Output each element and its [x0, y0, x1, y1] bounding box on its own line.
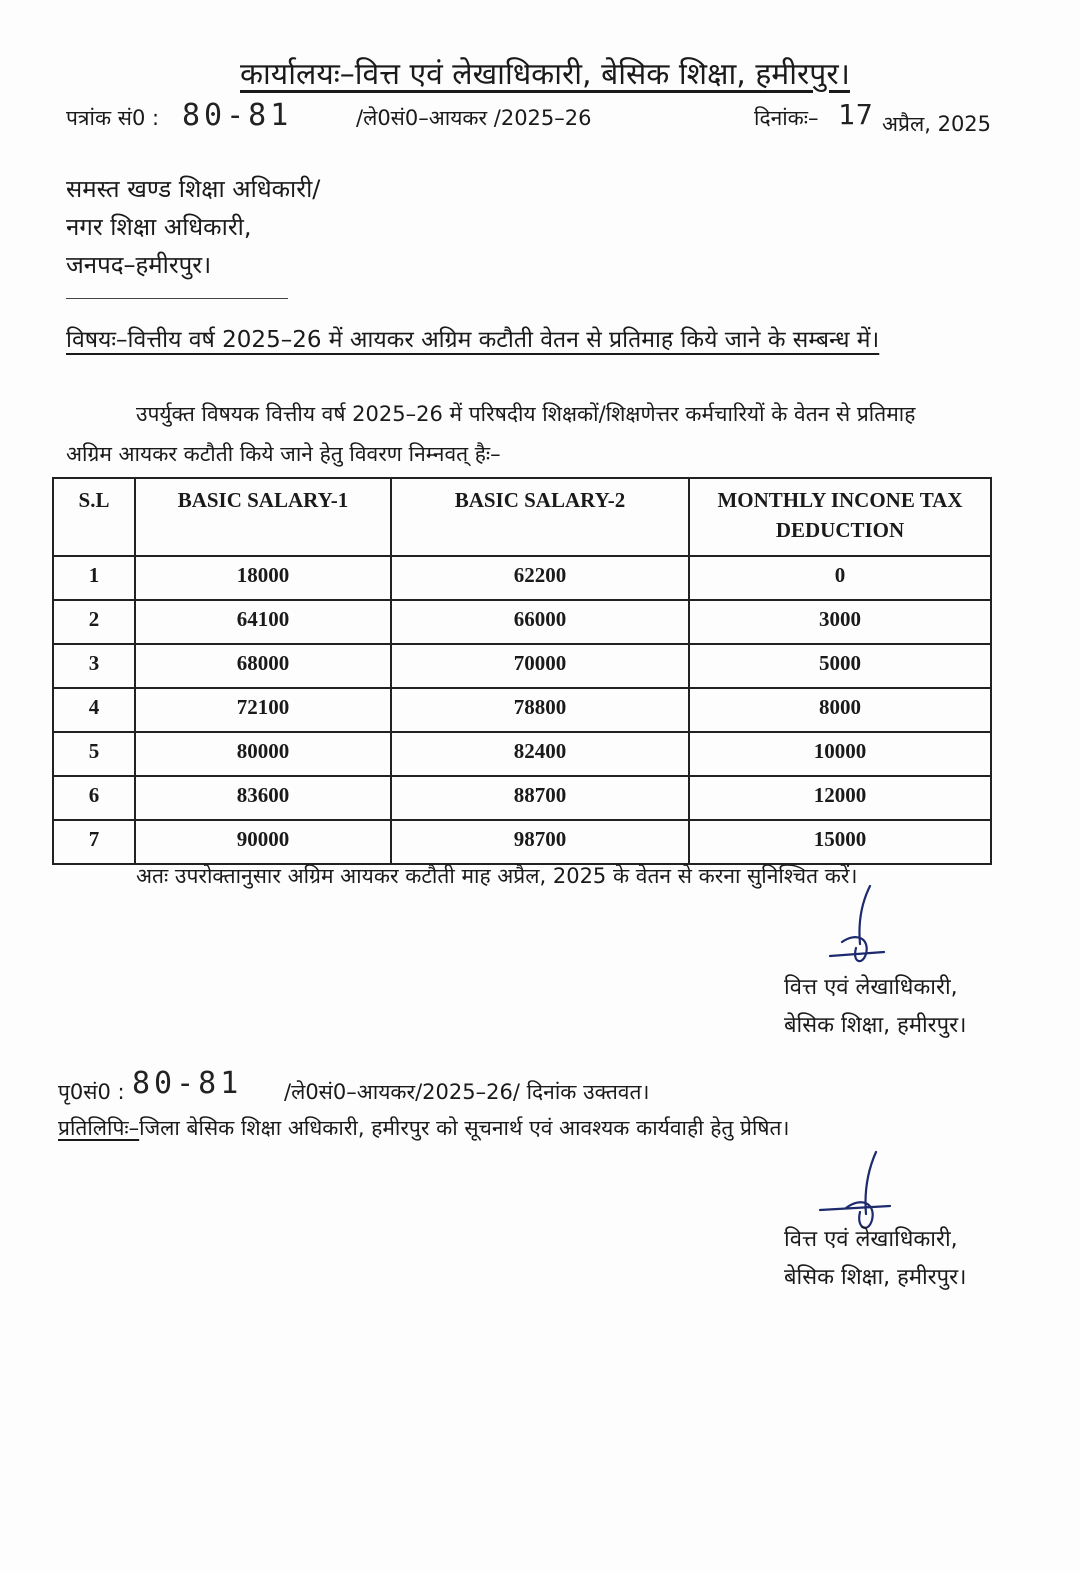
cell-tax: 12000 — [689, 776, 991, 820]
addressee-line-3: जनपद–हमीरपुर। — [66, 251, 212, 279]
header-monthly-tax: MONTHLY INCONE TAX DEDUCTION — [689, 478, 991, 556]
cell-salary-1: 68000 — [135, 644, 391, 688]
cell-sl: 1 — [53, 556, 135, 600]
cell-salary-1: 80000 — [135, 732, 391, 776]
cell-tax: 3000 — [689, 600, 991, 644]
copy-cc-text: जिला बेसिक शिक्षा अधिकारी, हमीरपुर को सूचनार्थ एवं आवश्यक कार्यवाही हेतु प्रेषित। — [139, 1116, 790, 1140]
cell-salary-1: 90000 — [135, 820, 391, 864]
cell-sl: 6 — [53, 776, 135, 820]
table-row — [53, 820, 991, 864]
cell-sl: 7 — [53, 820, 135, 864]
cell-salary-2: 78800 — [391, 688, 689, 732]
body-line-2: अग्रिम आयकर कटौती किये जाने हेतु विवरण निम्नवत् हैः– — [66, 442, 501, 466]
copy-ref-number-handwritten: 80-81 — [132, 1066, 243, 1101]
table-row — [53, 600, 991, 644]
table-row — [53, 776, 991, 820]
tax-deduction-table — [52, 477, 992, 865]
closing-line: अतः उपरोक्तानुसार अग्रिम आयकर कटौती माह अप्रैल, 2025 के वेतन से करना सुनिश्चित करें। — [136, 864, 858, 888]
date-rest: अप्रैल, 2025 — [882, 112, 992, 136]
header-basic-salary-2: BASIC SALARY-2 — [391, 478, 689, 556]
copy-cc-line — [58, 1114, 789, 1142]
cell-tax: 0 — [689, 556, 991, 600]
subject-line: विषयः–वित्तीय वर्ष 2025–26 में आयकर अग्रिम कटौती वेतन से प्रतिमाह किये जाने के सम्बन्ध में। — [66, 327, 880, 353]
cell-tax: 8000 — [689, 688, 991, 732]
copy-ref-suffix: /ले0सं0–आयकर/2025–26/ दिनांक उक्तवत। — [284, 1080, 650, 1104]
cell-tax: 10000 — [689, 732, 991, 776]
header-sl: S.L — [53, 478, 135, 556]
cell-sl: 2 — [53, 600, 135, 644]
cell-salary-2: 70000 — [391, 644, 689, 688]
table-header-row — [53, 478, 991, 556]
signatory-1-title: वित्त एवं लेखाधिकारी, — [784, 975, 958, 1000]
signature-mark-1 — [822, 882, 892, 972]
ref-suffix: /ले0सं0–आयकर /2025–26 — [356, 106, 592, 130]
cell-sl: 3 — [53, 644, 135, 688]
cell-salary-1: 18000 — [135, 556, 391, 600]
office-title: कार्यालयः–वित्त एवं लेखाधिकारी, बेसिक शिक्षा, हमीरपुर। — [240, 57, 850, 92]
cell-salary-2: 88700 — [391, 776, 689, 820]
signatory-2-office: बेसिक शिक्षा, हमीरपुर। — [784, 1265, 967, 1290]
copy-cc-label: प्रतिलिपिः– — [58, 1116, 140, 1140]
cell-salary-1: 64100 — [135, 600, 391, 644]
cell-salary-1: 72100 — [135, 688, 391, 732]
table-row — [53, 556, 991, 600]
copy-ref-label: पृ0सं0 : — [58, 1080, 125, 1104]
cell-sl: 4 — [53, 688, 135, 732]
cell-tax: 15000 — [689, 820, 991, 864]
addressee-line-2: नगर शिक्षा अधिकारी, — [66, 213, 252, 241]
divider — [66, 298, 288, 299]
signatory-2-title: वित्त एवं लेखाधिकारी, — [784, 1227, 958, 1252]
cell-salary-2: 98700 — [391, 820, 689, 864]
signatory-1-office: बेसिक शिक्षा, हमीरपुर। — [784, 1013, 967, 1038]
date-day-handwritten: 17 — [838, 98, 874, 131]
header-basic-salary-1: BASIC SALARY-1 — [135, 478, 391, 556]
cell-salary-2: 82400 — [391, 732, 689, 776]
cell-salary-2: 66000 — [391, 600, 689, 644]
cell-salary-2: 62200 — [391, 556, 689, 600]
body-line-1: उपर्युक्त विषयक वित्तीय वर्ष 2025–26 में परिषदीय शिक्षकों/शिक्षणेत्तर कर्मचारियों के वेतन से प्रतिमाह — [136, 402, 916, 426]
cell-sl: 5 — [53, 732, 135, 776]
cell-salary-1: 83600 — [135, 776, 391, 820]
date-label: दिनांकः– — [754, 106, 819, 130]
ref-label: पत्रांक सं0 : — [66, 106, 160, 130]
ref-number-handwritten: 80-81 — [182, 98, 293, 133]
table-row — [53, 644, 991, 688]
addressee-line-1: समस्त खण्ड शिक्षा अधिकारी/ — [66, 175, 321, 203]
table-row — [53, 688, 991, 732]
cell-tax: 5000 — [689, 644, 991, 688]
table-row — [53, 732, 991, 776]
